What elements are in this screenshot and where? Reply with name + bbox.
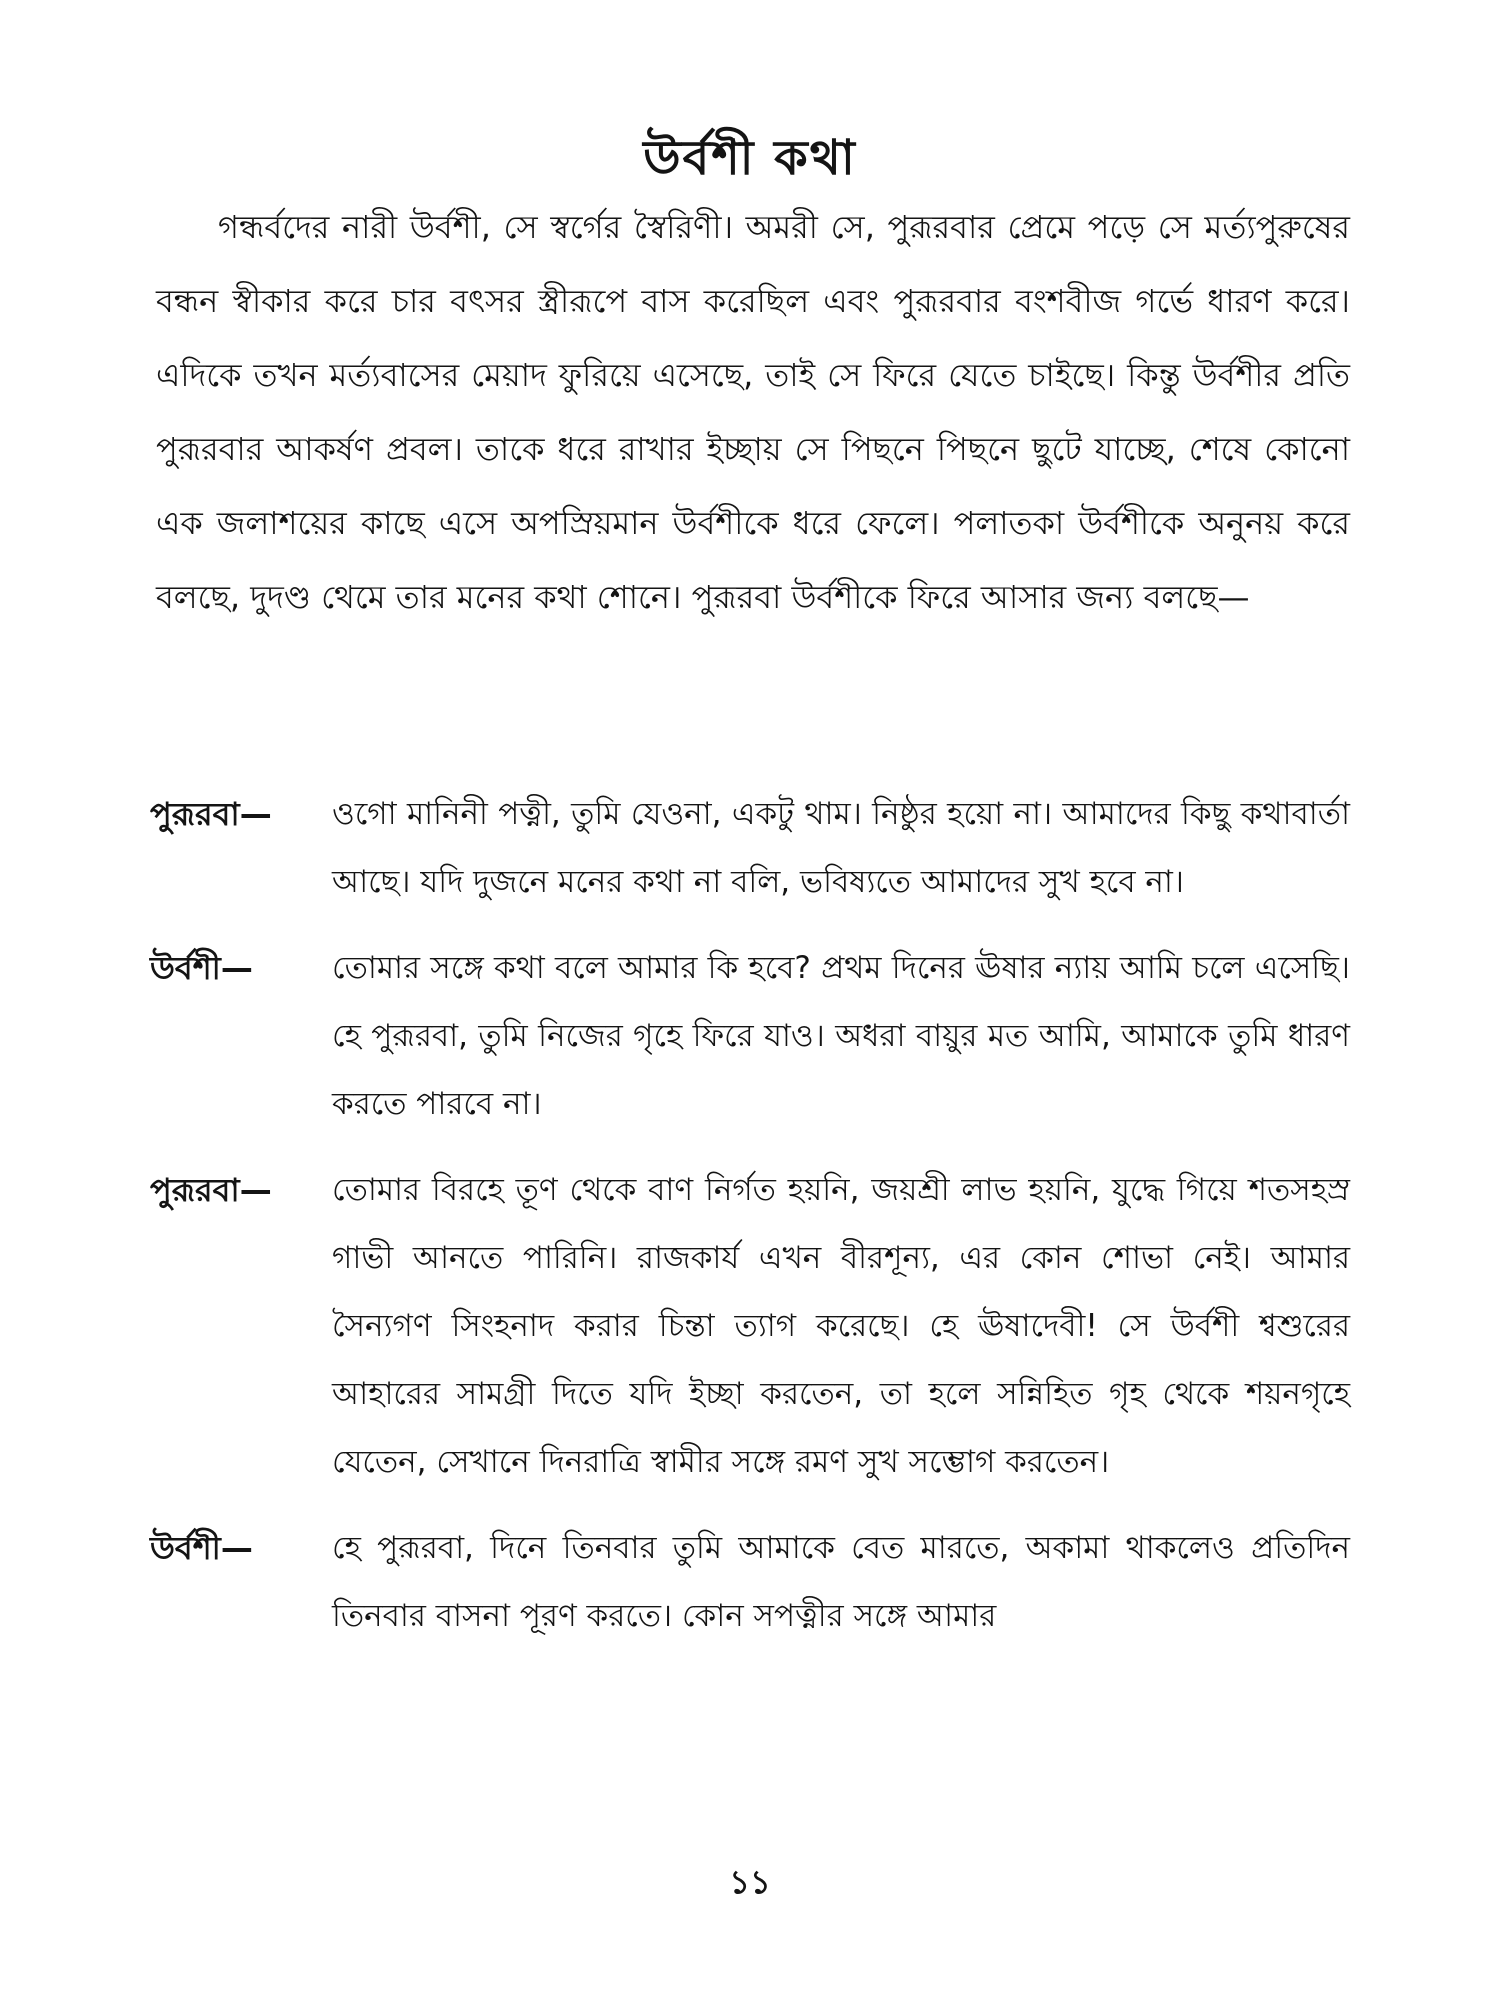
speaker-label: উর্বশী—: [150, 1529, 253, 1567]
speaker-label: উর্বশী—: [150, 949, 253, 987]
dialogue-turn: [150, 1514, 1350, 1650]
dialogue-section: [150, 780, 1350, 1668]
speaker-label: পুরূরবা—: [150, 795, 272, 833]
dialogue-text: ওগো মানিনী পত্নী, তুমি যেওনা, একটু থাম। নিষ্ঠুর হয়ো না। আমাদের কিছু কথাবার্তা আছে। যদি দুজনে মনের কথা না বলি, ভবিষ্যতে আমাদের সুখ হবে না।: [332, 796, 1350, 900]
page-number: ১১: [729, 1863, 771, 1901]
dialogue-text: তোমার সঙ্গে কথা বলে আমার কি হবে? প্রথম দিনের ঊষার ন্যায় আমি চলে এসেছি। হে পুরূরবা, তুমি নিজের গৃহে ফিরে যাও। অধরা বায়ুর মত আমি, আমাকে তুমি ধারণ করতে পারবে না।: [332, 950, 1350, 1122]
dialogue-turn: [150, 934, 1350, 1138]
page-title: উর্বশী কথা: [643, 130, 857, 187]
dialogue-text: তোমার বিরহে তূণ থেকে বাণ নির্গত হয়নি, জয়শ্রী লাভ হয়নি, যুদ্ধে গিয়ে শতসহস্র গাভী আনতে পারিনি। রাজকার্য এখন বীরশূন্য, এর কোন শোভা নেই। আমার সৈন্যগণ সিংহনাদ করার চিন্তা ত্যাগ করেছে। হে ঊষাদেবী! সে উর্বশী শ্বশুরের আহারের সামগ্রী দিতে যদি ইচ্ছা করতেন, তা হলে সন্নিহিত গৃহ থেকে শয়নগৃহে যেতেন, সেখানে দিনরাত্রি স্বামীর সঙ্গে রমণ সুখ সম্ভোগ করতেন।: [332, 1172, 1350, 1480]
speaker-label: পুরূরবা—: [150, 1171, 272, 1209]
dialogue-turn: [150, 780, 1350, 916]
intro-paragraph: গন্ধর্বদের নারী উর্বশী, সে স্বর্গের স্বৈরিণী। অমরী সে, পুরূরবার প্রেমে পড়ে সে মর্ত্যপুরুষের বন্ধন স্বীকার করে চার বৎসর স্ত্রীরূপে বাস করেছিল এবং পুরূরবার বংশবীজ গর্ভে ধারণ করে। এদিকে তখন মর্ত্যবাসের মেয়াদ ফুরিয়ে এসেছে, তাই সে ফিরে যেতে চাইছে। কিন্তু উর্বশীর প্রতি পুরূরবার আকর্ষণ প্রবল। তাকে ধরে রাখার ইচ্ছায় সে পিছনে পিছনে ছুটে যাচ্ছে, শেষে কোনো এক জলাশয়ের কাছে এসে অপস্রিয়মান উর্বশীকে ধরে ফেলে। পলাতকা উর্বশীকে অনুনয় করে বলছে, দুদণ্ড থেমে তার মনের কথা শোনে। পুরূরবা উর্বশীকে ফিরে আসার জন্য বলছে—: [156, 208, 1350, 616]
dialogue-text: হে পুরূরবা, দিনে তিনবার তুমি আমাকে বেত মারতে, অকামা থাকলেও প্রতিদিন তিনবার বাসনা পূরণ করতে। কোন সপত্নীর সঙ্গে আমার: [332, 1530, 1350, 1634]
dialogue-turn: [150, 1156, 1350, 1496]
